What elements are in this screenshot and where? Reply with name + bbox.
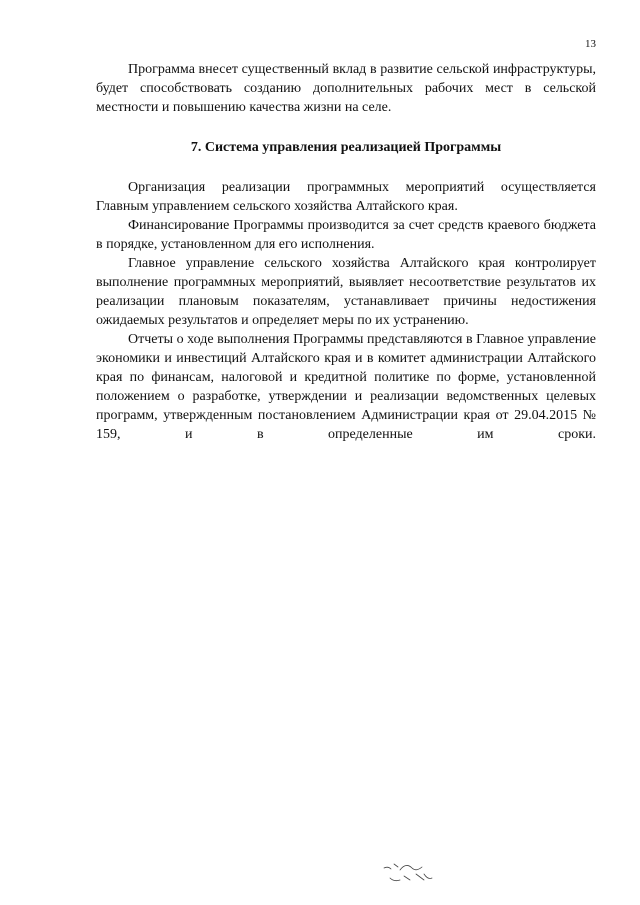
document-body (96, 60, 596, 444)
section-paragraph: Финансирование Программы производится за счет средств краевого бюджета в порядке, установленном для его исполнения. (96, 218, 596, 252)
section-paragraph: Отчеты о ходе выполнения Программы представляются в Главное управление экономики и инвестиций Алтайского края и в комитет администрации Алтайского края по финансам, налоговой и кредитной политике по форме, установленной положением о разработке, утверждении и реализации ведомственных целевых программ, утвержденным постановлением Администрации края от 29.04.2015 № 159, и в определенные им сроки. (96, 332, 596, 442)
section-title: 7. Система управления реализацией Программы (190, 140, 502, 155)
section-paragraph: Главное управление сельского хозяйства Алтайского края контролирует выполнение программных мероприятий, выявляет несоответствие результатов их реализации плановым показателям, устанавливает причины недостижения ожидаемых результатов и определяет меры по их устранению. (96, 256, 596, 328)
page-number: 13 (585, 38, 596, 50)
section-paragraph: Организация реализации программных мероприятий осуществляется Главным управлением сельского хозяйства Алтайского края. (96, 180, 596, 214)
signature-scribble (380, 858, 440, 888)
intro-paragraph: Программа внесет существенный вклад в развитие сельской инфраструктуры, будет способствовать созданию дополнительных рабочих мест в сельской местности и повышению качества жизни на селе. (96, 62, 596, 115)
